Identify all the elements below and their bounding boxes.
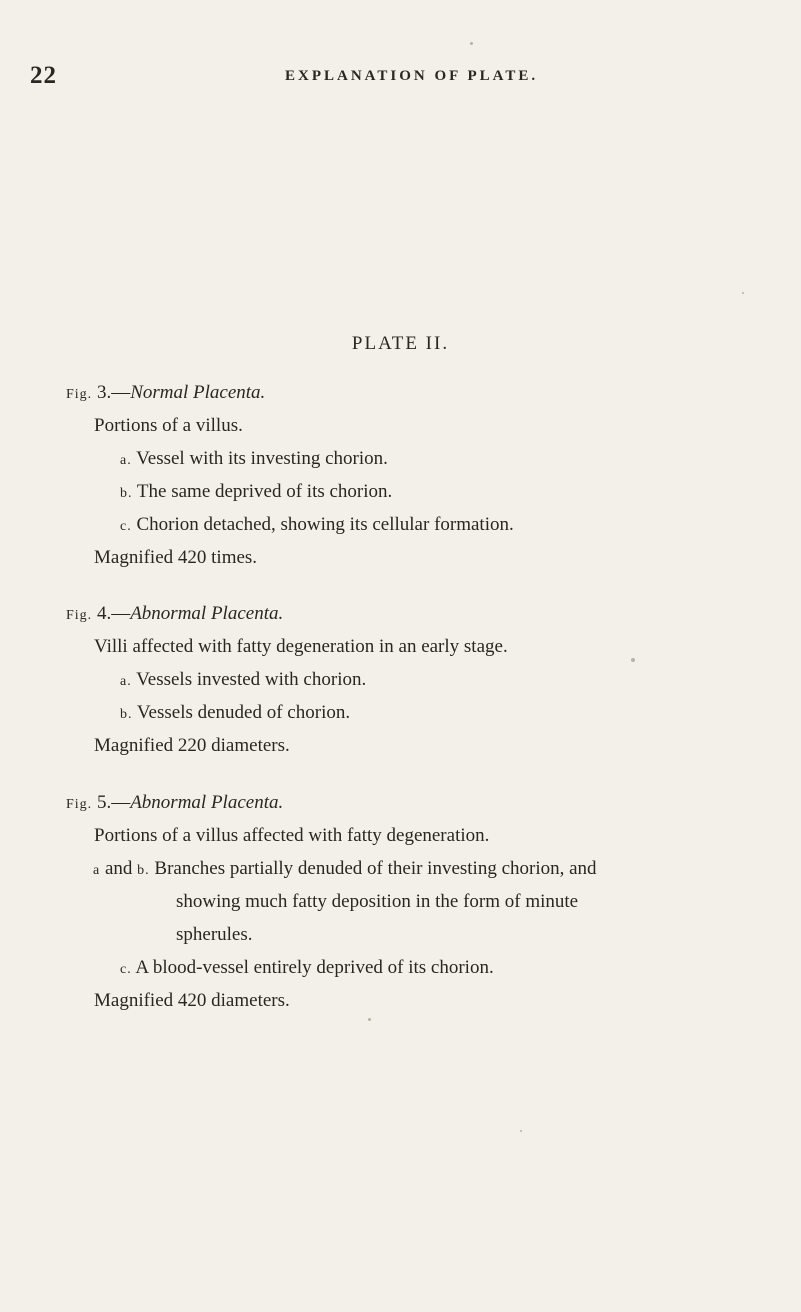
item-text: A blood-vessel entirely deprived of its chorion. xyxy=(135,957,494,978)
item-text: Vessels denuded of chorion. xyxy=(136,702,351,723)
fig-5-item-a-and-b xyxy=(93,858,597,880)
paper-speck xyxy=(742,292,744,294)
item-and: and xyxy=(104,858,133,879)
fig-label: Fig. xyxy=(66,797,93,812)
item-letter: c. xyxy=(120,962,132,977)
paper-speck xyxy=(470,42,473,45)
page-header xyxy=(0,62,801,92)
page-number: 22 xyxy=(30,62,57,89)
item-letter-b: b. xyxy=(137,863,150,878)
item-letter: b. xyxy=(120,486,133,501)
fig-dash: — xyxy=(111,603,131,624)
item-letter: a. xyxy=(120,674,132,689)
fig-title: Abnormal Placenta. xyxy=(130,792,284,813)
plate-title: PLATE II. xyxy=(351,333,450,354)
fig-5-item-a-and-b-line-3: spherules. xyxy=(176,924,253,945)
fig-4-item-b xyxy=(120,702,350,724)
fig-5-magnification: Magnified 420 diameters. xyxy=(94,990,290,1011)
paper-speck xyxy=(520,1130,522,1132)
fig-dash: — xyxy=(111,792,131,813)
item-letter: c. xyxy=(120,519,132,534)
fig-number: 3. xyxy=(96,382,112,403)
fig-3-description: Portions of a villus. xyxy=(94,415,243,436)
fig-3-magnification: Magnified 420 times. xyxy=(94,547,258,568)
item-text: Chorion detached, showing its cellular formation. xyxy=(136,514,514,535)
item-text: Vessels invested with chorion. xyxy=(136,669,367,690)
fig-title: Normal Placenta. xyxy=(130,382,266,403)
fig-title: Abnormal Placenta. xyxy=(130,603,284,624)
fig-label: Fig. xyxy=(66,387,93,402)
paper-speck xyxy=(631,658,635,662)
item-letter: b. xyxy=(120,707,133,722)
fig-5-item-a-and-b-line-2: showing much fatty deposition in the form of minute xyxy=(176,891,579,912)
fig-3-item-c xyxy=(120,514,514,536)
item-letter-a: a xyxy=(93,863,101,878)
item-letter: a. xyxy=(120,453,132,468)
fig-label: Fig. xyxy=(66,608,93,623)
fig-4-magnification: Magnified 220 diameters. xyxy=(94,735,290,756)
fig-4-item-a xyxy=(120,669,366,691)
fig-number: 4. xyxy=(96,603,112,624)
item-text: Vessel with its investing chorion. xyxy=(136,448,388,469)
fig-number: 5. xyxy=(96,792,112,813)
fig-4-description: Villi affected with fatty degeneration in an early stage. xyxy=(94,636,508,657)
fig-5-item-c xyxy=(120,957,494,979)
paper-speck xyxy=(368,1018,371,1021)
fig-4-heading xyxy=(66,603,283,625)
fig-dash: — xyxy=(111,382,131,403)
item-text: The same deprived of its chorion. xyxy=(136,481,393,502)
fig-3-item-b xyxy=(120,481,392,503)
fig-5-heading xyxy=(66,792,283,814)
item-text-line-1: Branches partially denuded of their investing chorion, and xyxy=(154,858,597,879)
fig-3-heading xyxy=(66,382,265,404)
running-head: EXPLANATION OF PLATE. xyxy=(285,68,539,84)
fig-3-item-a xyxy=(120,448,388,470)
fig-5-description: Portions of a villus affected with fatty degeneration. xyxy=(94,825,490,846)
